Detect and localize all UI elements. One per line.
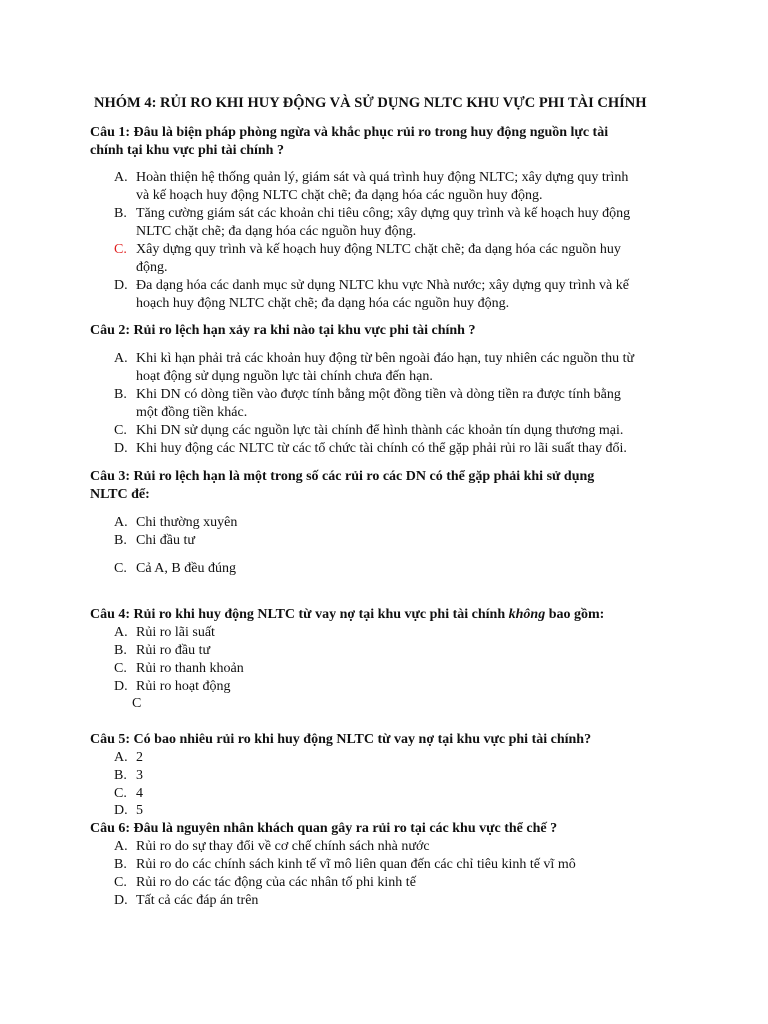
q6-option-a-text: Rủi ro do sự thay đổi về cơ chế chính sách nhà nước xyxy=(136,839,430,854)
question-5-stem: Câu 5: Có bao nhiêu rủi ro khi huy động NLTC từ vay nợ tại khu vực phi tài chính? xyxy=(90,732,592,747)
q3-option-a-text: Chi thường xuyên xyxy=(136,515,238,530)
q2-option-a-letter: A. xyxy=(114,351,128,366)
q5-option-a-text: 2 xyxy=(136,750,143,765)
q1-option-d-letter: D. xyxy=(114,278,128,293)
q4-option-b-text: Rủi ro đầu tư xyxy=(136,643,211,658)
q2-option-a-text-cont: hoạt động sử dụng nguồn lực tài chính chưa đến hạn. xyxy=(136,369,433,384)
q5-option-b-text: 3 xyxy=(136,768,143,783)
q4-option-d-letter: D. xyxy=(114,679,128,694)
question-4-stem xyxy=(90,606,604,623)
q3-option-a-letter: A. xyxy=(114,515,128,530)
q2-option-d-letter: D. xyxy=(114,441,128,456)
q2-option-b-text-cont: một đồng tiền khác. xyxy=(136,405,248,420)
q3-option-c-letter: C. xyxy=(114,561,127,576)
q1-option-c-text: Xây dựng quy trình và kế hoạch huy động NLTC chặt chẽ; đa dạng hóa các nguồn huy xyxy=(136,242,621,257)
question-1-stem-line-1: Câu 1: Đâu là biện pháp phòng ngừa và khắc phục rủi ro trong huy động nguồn lực tài xyxy=(90,125,609,140)
q5-option-c-text: 4 xyxy=(136,786,143,801)
q5-option-b-letter: B. xyxy=(114,768,127,783)
q5-option-d-text: 5 xyxy=(136,803,143,818)
q6-option-b-text: Rủi ro do các chính sách kinh tế vĩ mô liên quan đến các chỉ tiêu kinh tế vĩ mô xyxy=(136,857,576,872)
question-4-stem-after: bao gồm: xyxy=(545,607,605,622)
q1-option-a-text-cont: và kế hoạch huy động NLTC chặt chẽ; đa dạng hóa các nguồn huy động. xyxy=(136,188,543,203)
q4-option-d-text: Rủi ro hoạt động xyxy=(136,679,231,694)
question-2-stem: Câu 2: Rủi ro lệch hạn xảy ra khi nào tại khu vực phi tài chính ? xyxy=(90,323,476,338)
q4-answer: C xyxy=(132,696,142,711)
q1-option-b-text-cont: NLTC chặt chẽ; đa dạng hóa các nguồn huy động. xyxy=(136,224,417,239)
q1-option-c-letter-correct: C. xyxy=(114,242,127,257)
q4-option-c-text: Rủi ro thanh khoản xyxy=(136,661,244,676)
question-3-stem-line-1: Câu 3: Rủi ro lệch hạn là một trong số các rủi ro các DN có thể gặp phải khi sử dụng xyxy=(90,469,595,484)
q2-option-c-letter: C. xyxy=(114,423,127,438)
q6-option-a-letter: A. xyxy=(114,839,128,854)
q2-option-c-text: Khi DN sử dụng các nguồn lực tài chính để hình thành các khoản tín dụng thương mại. xyxy=(136,423,624,438)
q2-option-b-text: Khi DN có dòng tiền vào được tính bằng một đồng tiền và dòng tiền ra được tính bằng xyxy=(136,387,621,402)
q6-option-d-letter: D. xyxy=(114,893,128,908)
q1-option-a-text: Hoàn thiện hệ thống quản lý, giám sát và quá trình huy động NLTC; xây dựng quy trình xyxy=(136,170,629,185)
q2-option-b-letter: B. xyxy=(114,387,127,402)
q4-option-a-letter: A. xyxy=(114,625,128,640)
q1-option-a-letter: A. xyxy=(114,170,128,185)
q6-option-c-text: Rủi ro do các tác động của các nhân tố phi kinh tế xyxy=(136,875,416,890)
q4-option-b-letter: B. xyxy=(114,643,127,658)
q1-option-b-letter: B. xyxy=(114,206,127,221)
q1-option-d-text-cont: hoạch huy động NLTC chặt chẽ; đa dạng hóa các nguồn huy động. xyxy=(136,296,510,311)
question-3-stem-line-2: NLTC để: xyxy=(90,487,150,502)
q1-option-d-text: Đa dạng hóa các danh mục sử dụng NLTC khu vực Nhà nước; xây dựng quy trình và kế xyxy=(136,278,629,293)
question-6-stem: Câu 6: Đâu là nguyên nhân khách quan gây ra rủi ro tại các khu vực thể chế ? xyxy=(90,821,558,836)
q1-option-c-text-cont: động. xyxy=(136,260,168,275)
q6-option-d-text: Tất cả các đáp án trên xyxy=(136,893,259,908)
question-1-stem-line-2: chính tại khu vực phi tài chính ? xyxy=(90,143,284,158)
q2-option-d-text: Khi huy động các NLTC từ các tổ chức tài chính có thể gặp phải rủi ro lãi suất thay đổi. xyxy=(136,441,627,456)
q6-option-c-letter: C. xyxy=(114,875,127,890)
q1-option-b-text: Tăng cường giám sát các khoản chi tiêu công; xây dựng quy trình và kế hoạch huy động xyxy=(136,206,631,221)
q3-option-b-text: Chi đầu tư xyxy=(136,533,195,548)
q4-option-c-letter: C. xyxy=(114,661,127,676)
q5-option-a-letter: A. xyxy=(114,750,128,765)
q4-option-a-text: Rủi ro lãi suất xyxy=(136,625,215,640)
question-4-stem-emphasis: không xyxy=(508,607,546,622)
q5-option-c-letter: C. xyxy=(114,786,127,801)
q3-option-b-letter: B. xyxy=(114,533,127,548)
q2-option-a-text: Khi kì hạn phải trả các khoản huy động từ bên ngoài đáo hạn, tuy nhiên các nguồn thu từ xyxy=(136,351,635,366)
q5-option-d-letter: D. xyxy=(114,803,128,818)
question-4-stem-before: Câu 4: Rủi ro khi huy động NLTC từ vay nợ tại khu vực phi tài chính xyxy=(90,607,509,622)
q3-option-c-text: Cả A, B đều đúng xyxy=(136,561,236,576)
document-title: NHÓM 4: RỦI RO KHI HUY ĐỘNG VÀ SỬ DỤNG NLTC KHU VỰC PHI TÀI CHÍNH xyxy=(94,95,647,111)
q6-option-b-letter: B. xyxy=(114,857,127,872)
